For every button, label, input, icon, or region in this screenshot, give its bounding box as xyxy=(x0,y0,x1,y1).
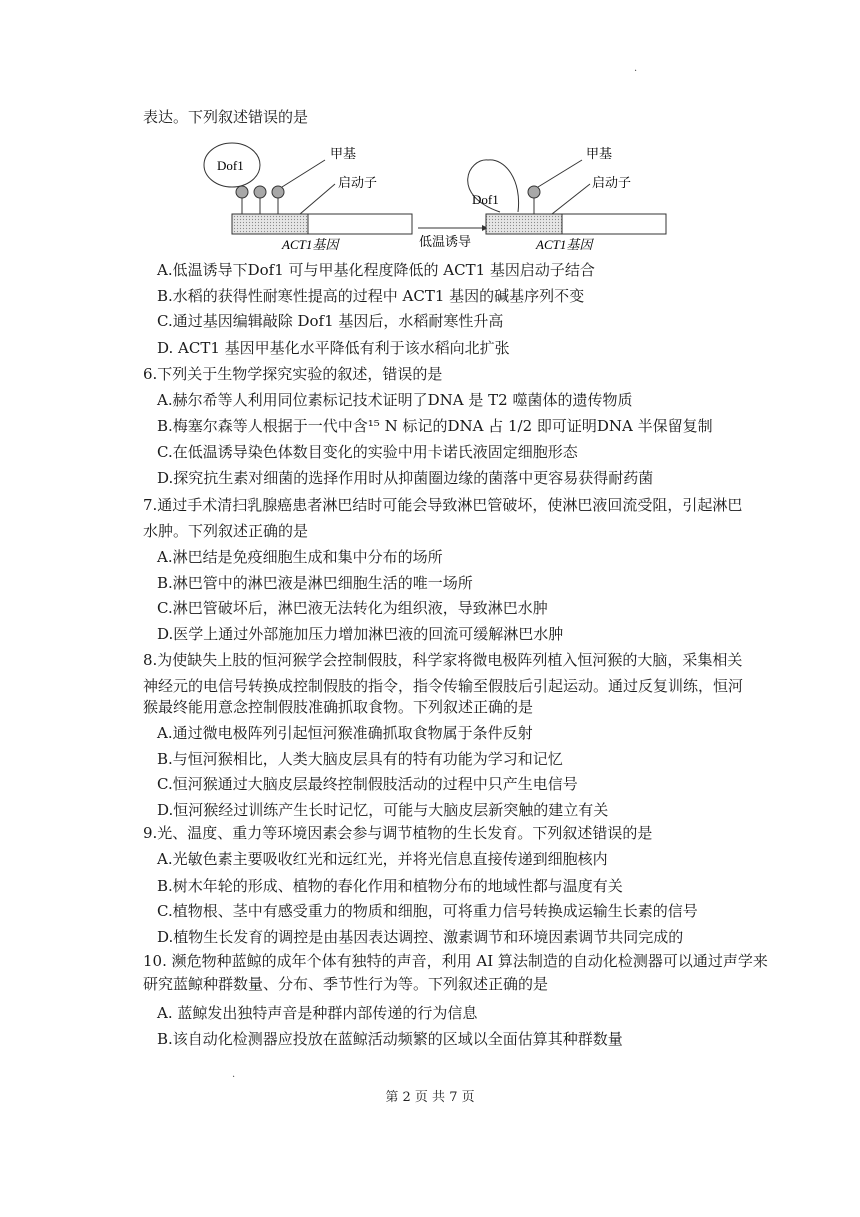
q10-stem-line1: 10. 濒危物种蓝鲸的成年个体有独特的声音，利用 AI 算法制造的自动化检测器可以通过声学来 xyxy=(143,952,768,970)
gene-body-left xyxy=(308,214,412,234)
q8-option-b: B.与恒河猴相比，人类大脑皮层具有的特有功能为学习和记忆 xyxy=(157,750,563,768)
q9-option-a: A.光敏色素主要吸收红光和远红光，并将光信息直接传递到细胞核内 xyxy=(157,850,608,868)
q10-option-b: B.该自动化检测器应投放在蓝鲸活动频繁的区域以全面估算其种群数量 xyxy=(157,1030,623,1048)
q6-option-a: A.赫尔希等人利用同位素标记技术证明了DNA 是 T2 噬菌体的遗传物质 xyxy=(157,391,633,409)
q8-option-a: A.通过微电极阵列引起恒河猴准确抓取食物属于条件反射 xyxy=(157,724,533,742)
q5-option-a: A.低温诱导下Dof1 可与甲基化程度降低的 ACT1 基因启动子结合 xyxy=(157,261,595,279)
promoter-region-left xyxy=(232,214,308,234)
q7-option-a: A.淋巴结是免疫细胞生成和集中分布的场所 xyxy=(157,548,443,566)
q5-option-b: B.水稻的获得性耐寒性提高的过程中 ACT1 基因的碱基序列不变 xyxy=(157,287,585,305)
methyl-label-right: 甲基 xyxy=(586,147,613,162)
q6-option-c: C.在低温诱导染色体数目变化的实验中用卡诺氏液固定细胞形态 xyxy=(157,443,578,461)
q6-option-d: D.探究抗生素对细菌的选择作用时从抑菌圈边缘的菌落中更容易获得耐药菌 xyxy=(157,469,654,487)
q10-stem-line2: 研究蓝鲸种群数量、分布、季节性行为等。下列叙述正确的是 xyxy=(143,975,549,993)
q7-option-d: D.医学上通过外部施加压力增加淋巴液的回流可缓解淋巴水肿 xyxy=(157,625,564,643)
dof1-label-left: Dof1 xyxy=(217,158,244,173)
q9-option-b: B.树木年轮的形成、植物的春化作用和植物分布的地域性都与温度有关 xyxy=(157,877,623,895)
gene-label-right: ACT1基因 xyxy=(536,237,593,252)
page-footer: 第 2 页 共 7 页 xyxy=(385,1090,475,1105)
act1-methylation-diagram xyxy=(200,140,680,260)
gene-body-right xyxy=(562,214,666,234)
methyl-group xyxy=(272,186,284,198)
q9-stem: 9.光、温度、重力等环境因素会参与调节植物的生长发育。下列叙述错误的是 xyxy=(143,824,653,842)
q9-option-c: C.植物根、茎中有感受重力的物质和细胞，可将重力信号转换成运输生长素的信号 xyxy=(157,902,698,920)
q6-stem: 6.下列关于生物学探究实验的叙述，错误的是 xyxy=(143,365,443,383)
q7-option-b: B.淋巴管中的淋巴液是淋巴细胞生活的唯一场所 xyxy=(157,574,473,592)
q6-option-b: B.梅塞尔森等人根据于一代中含¹⁵ N 标记的DNA 占 1/2 即可证明DNA 半保留复制 xyxy=(157,417,713,435)
promoter-label-left: 启动子 xyxy=(338,176,378,191)
corner-dot: · xyxy=(634,66,638,77)
footer-dot: · xyxy=(232,1072,236,1083)
dof1-label-right: Dof1 xyxy=(472,192,499,207)
q7-stem-line1: 7.通过手术清扫乳腺癌患者淋巴结时可能会导致淋巴管破坏，使淋巴液回流受阻，引起淋巴 xyxy=(143,496,743,514)
methyl-group xyxy=(528,186,540,198)
methyl-label-left: 甲基 xyxy=(330,147,357,162)
q7-option-c: C.淋巴管破坏后，淋巴液无法转化为组织液，导致淋巴水肿 xyxy=(157,599,548,617)
q10-option-a: A. 蓝鲸发出独特声音是种群内部传递的行为信息 xyxy=(157,1004,478,1022)
q5-option-c: C.通过基因编辑敲除 Dof1 基因后，水稻耐寒性升高 xyxy=(157,312,504,330)
q8-stem-line1: 8.为使缺失上肢的恒河猴学会控制假肢，科学家将微电极阵列植入恒河猴的大脑，采集相关 xyxy=(143,651,743,669)
promoter-label-right: 启动子 xyxy=(592,176,632,191)
q7-stem-line2: 水肿。下列叙述正确的是 xyxy=(143,522,309,540)
methyl-group xyxy=(254,186,266,198)
q5-stem-tail: 表达。下列叙述错误的是 xyxy=(143,108,309,126)
promoter-region-right xyxy=(486,214,562,234)
q5-option-d: D. ACT1 基因甲基化水平降低有利于该水稻向北扩张 xyxy=(157,339,510,357)
q8-option-d: D.恒河猴经过训练产生长时记忆，可能与大脑皮层新突触的建立有关 xyxy=(157,801,609,819)
q8-stem-line3: 猴最终能用意念控制假肢准确抓取食物。下列叙述正确的是 xyxy=(143,698,534,716)
arrow-label: 低温诱导 xyxy=(419,235,472,250)
gene-label-left: ACT1基因 xyxy=(282,237,339,252)
methyl-group xyxy=(236,186,248,198)
q8-stem-line2: 神经元的电信号转换成控制假肢的指令，指令传输至假肢后引起运动。通过反复训练，恒河 xyxy=(143,677,744,695)
q9-option-d: D.植物生长发育的调控是由基因表达调控、激素调节和环境因素调节共同完成的 xyxy=(157,928,684,946)
q8-option-c: C.恒河猴通过大脑皮层最终控制假肢活动的过程中只产生电信号 xyxy=(157,775,578,793)
